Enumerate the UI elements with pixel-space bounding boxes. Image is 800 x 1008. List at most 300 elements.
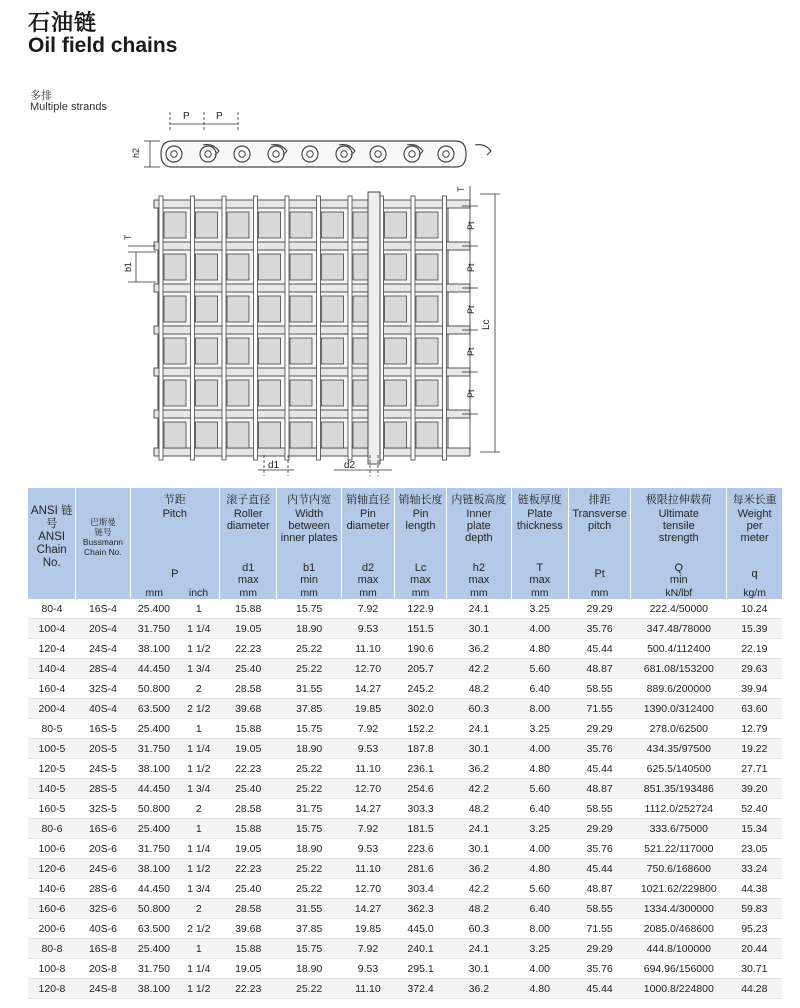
cell-inner-plate-depth: 48.2	[447, 679, 512, 699]
cell-inner-width: 15.75	[277, 819, 342, 839]
cell-roller-diameter: 19.05	[220, 959, 277, 979]
sym-pt: Pt	[568, 562, 630, 586]
header-pinlen-en2: length	[405, 520, 436, 532]
cell-inner-width: 15.75	[277, 719, 342, 739]
header-ansi-en2: Chain No.	[36, 543, 67, 569]
cell-pin-length: 190.6	[395, 639, 447, 659]
cell-inner-width: 31.55	[277, 679, 342, 699]
cell-pin-length: 445.0	[395, 919, 447, 939]
table-row	[28, 599, 782, 619]
cell-pin-diameter: 19.85	[341, 699, 394, 719]
roller-block	[196, 254, 218, 280]
cell-transverse-pitch: 48.87	[568, 879, 630, 899]
roller-block	[164, 338, 186, 364]
cell-tensile-strength: 851.35/193486	[631, 779, 727, 799]
cell-roller-diameter: 15.88	[220, 599, 277, 619]
cell-bussmann-chain: 16S-5	[76, 719, 130, 739]
pin-rod	[443, 196, 447, 460]
cell-transverse-pitch: 35.76	[568, 959, 630, 979]
cell-transverse-pitch: 35.76	[568, 619, 630, 639]
cell-tensile-strength: 694.96/156000	[631, 959, 727, 979]
cell-pitch-mm: 63.500	[130, 699, 178, 719]
cell-inner-width: 37.85	[277, 699, 342, 719]
cell-pitch-mm: 50.800	[130, 899, 178, 919]
cell-weight-per-meter: 44.38	[727, 879, 782, 899]
unit-cell: kg/m	[727, 586, 782, 599]
roller-block	[227, 380, 249, 406]
pin-circle	[273, 151, 279, 157]
cell-plate-thickness: 4.00	[511, 619, 568, 639]
cell-pitch-inch: 1 1/2	[178, 859, 220, 879]
header-weight-cn: 每米长重	[732, 494, 777, 506]
cell-ansi-chain: 80-5	[28, 719, 76, 739]
roller-block	[416, 422, 438, 448]
roller-block	[290, 422, 312, 448]
roller-block	[164, 380, 186, 406]
cell-inner-plate-depth: 30.1	[447, 959, 512, 979]
cell-ansi-chain: 200-4	[28, 699, 76, 719]
cell-ansi-chain: 120-5	[28, 759, 76, 779]
cell-pitch-mm: 38.100	[130, 859, 178, 879]
cell-bussmann-chain: 20S-4	[76, 619, 130, 639]
cell-plate-thickness: 8.00	[511, 919, 568, 939]
unit-cell: mm	[395, 586, 447, 599]
roller-block	[290, 212, 312, 238]
cell-weight-per-meter: 39.94	[727, 679, 782, 699]
cell-pitch-mm: 38.100	[130, 639, 178, 659]
cell-pin-length: 205.7	[395, 659, 447, 679]
roller-block	[227, 296, 249, 322]
table-row	[28, 619, 782, 639]
pin-circle	[375, 151, 381, 157]
roller-block	[416, 212, 438, 238]
cell-tensile-strength: 444.8/100000	[631, 939, 727, 959]
cell-tensile-strength: 681.08/153200	[631, 659, 727, 679]
cell-tensile-strength: 278.0/62500	[631, 719, 727, 739]
cell-transverse-pitch: 48.87	[568, 659, 630, 679]
cell-inner-plate-depth: 24.1	[447, 819, 512, 839]
cell-plate-thickness: 6.40	[511, 799, 568, 819]
cell-inner-width: 25.22	[277, 639, 342, 659]
cell-plate-thickness: 5.60	[511, 659, 568, 679]
cell-weight-per-meter: 22.19	[727, 639, 782, 659]
roller-block	[164, 296, 186, 322]
header-roller-en1: Roller	[233, 508, 263, 520]
h2-label: h2	[131, 147, 141, 158]
t-label-right: T	[456, 186, 466, 192]
cell-pitch-mm: 31.750	[130, 839, 178, 859]
cell-pin-length: 122.9	[395, 599, 447, 619]
roller-block	[196, 380, 218, 406]
cell-inner-width: 31.75	[277, 799, 342, 819]
header-roller-en2: diameter	[226, 520, 270, 532]
roller-block	[385, 338, 407, 364]
cell-ansi-chain: 80-8	[28, 939, 76, 959]
cell-plate-thickness: 3.25	[511, 819, 568, 839]
cell-bussmann-chain: 20S-8	[76, 959, 130, 979]
cell-tensile-strength: 1000.8/224800	[631, 979, 727, 999]
cell-pin-diameter: 7.92	[341, 939, 394, 959]
p-label: P	[183, 111, 190, 122]
roller-block	[322, 380, 344, 406]
cell-ansi-chain: 140-4	[28, 659, 76, 679]
cell-pin-length: 295.1	[395, 959, 447, 979]
cell-pitch-inch: 2	[178, 799, 220, 819]
table-row	[28, 919, 782, 939]
cell-inner-plate-depth: 42.2	[447, 779, 512, 799]
cell-transverse-pitch: 58.55	[568, 899, 630, 919]
cell-tensile-strength: 625.5/140500	[631, 759, 727, 779]
cell-inner-plate-depth: 42.2	[447, 879, 512, 899]
cell-pin-diameter: 7.92	[341, 719, 394, 739]
cell-pin-diameter: 7.92	[341, 819, 394, 839]
table-row	[28, 979, 782, 999]
sym-d2-sub: max	[357, 574, 379, 586]
unit-cell: mm	[341, 586, 394, 599]
cell-ansi-chain: 100-4	[28, 619, 76, 639]
roller-block	[322, 254, 344, 280]
cell-pin-diameter: 19.85	[341, 919, 394, 939]
cell-inner-width: 18.90	[277, 739, 342, 759]
cell-weight-per-meter: 29.63	[727, 659, 782, 679]
roller-block	[416, 380, 438, 406]
header-bussmann	[76, 488, 130, 586]
cell-inner-plate-depth: 36.2	[447, 759, 512, 779]
roller-block	[196, 296, 218, 322]
sym-b1-text: b1	[303, 562, 316, 574]
roller-block	[290, 254, 312, 280]
table-row	[28, 679, 782, 699]
cell-transverse-pitch: 29.29	[568, 719, 630, 739]
header-tens-cn: 极限拉伸载荷	[645, 494, 712, 506]
sym-h2-sub: max	[468, 574, 490, 586]
header-width-en3: inner plates	[280, 532, 338, 544]
sym-q	[631, 562, 727, 586]
cell-pitch-inch: 1 1/4	[178, 839, 220, 859]
roller-block	[290, 380, 312, 406]
cell-pin-length: 281.6	[395, 859, 447, 879]
sym-lc-sub: max	[410, 574, 431, 586]
header-weight-en2: per	[746, 520, 763, 532]
cell-tensile-strength: 333.6/75000	[631, 819, 727, 839]
table-row	[28, 939, 782, 959]
table-row	[28, 659, 782, 679]
lc-label: Lc	[481, 319, 492, 330]
unit-cell: mm	[447, 586, 512, 599]
cell-pin-diameter: 12.70	[341, 879, 394, 899]
table-row	[28, 739, 782, 759]
pin-circle	[341, 151, 347, 157]
cell-pin-diameter: 14.27	[341, 679, 394, 699]
sym-p: P	[130, 562, 220, 586]
cell-bussmann-chain: 28S-4	[76, 659, 130, 679]
cell-roller-diameter: 19.05	[220, 619, 277, 639]
b1-label: b1	[123, 261, 133, 272]
cell-pitch-inch: 1 1/2	[178, 759, 220, 779]
roller-block	[259, 296, 281, 322]
cell-ansi-chain: 140-6	[28, 879, 76, 899]
sym-t	[511, 562, 568, 586]
table-row	[28, 879, 782, 899]
cell-inner-plate-depth: 24.1	[447, 719, 512, 739]
link-plate-band	[154, 448, 470, 456]
link-plate-band	[154, 326, 470, 334]
cell-roller-diameter: 15.88	[220, 939, 277, 959]
table-row	[28, 839, 782, 859]
cell-inner-plate-depth: 30.1	[447, 739, 512, 759]
cell-plate-thickness: 4.00	[511, 959, 568, 979]
cell-tensile-strength: 2085.0/468600	[631, 919, 727, 939]
t-label-left: T	[123, 234, 133, 240]
header-buss-en1: Bussmann	[82, 537, 124, 547]
cell-plate-thickness: 4.80	[511, 759, 568, 779]
table-row	[28, 859, 782, 879]
cell-tensile-strength: 521.22/117000	[631, 839, 727, 859]
cell-ansi-chain: 160-6	[28, 899, 76, 919]
sym-d1-sub: max	[237, 574, 259, 586]
cell-ansi-chain: 140-5	[28, 779, 76, 799]
unit-cell: mm	[130, 586, 178, 599]
cell-pin-length: 254.6	[395, 779, 447, 799]
header-trans-cn: 排距	[588, 494, 611, 506]
chain-technical-drawing	[0, 0, 800, 485]
cell-pin-diameter: 14.27	[341, 899, 394, 919]
cell-ansi-chain: 100-5	[28, 739, 76, 759]
pin-circle	[409, 151, 415, 157]
cell-ansi-chain: 80-4	[28, 599, 76, 619]
strand-label-cn: 多排	[30, 90, 52, 102]
cell-pin-diameter: 14.27	[341, 799, 394, 819]
page-title-cn: 石油链	[28, 10, 98, 35]
cell-pitch-mm: 31.750	[130, 619, 178, 639]
cell-roller-diameter: 25.40	[220, 659, 277, 679]
cell-inner-width: 25.22	[277, 979, 342, 999]
cell-roller-diameter: 25.40	[220, 879, 277, 899]
cell-plate-thickness: 6.40	[511, 899, 568, 919]
cell-roller-diameter: 39.68	[220, 699, 277, 719]
cell-pin-length: 187.8	[395, 739, 447, 759]
extended-pin	[368, 192, 380, 464]
sym-lc-text: Lc	[414, 562, 427, 574]
cell-weight-per-meter: 59.83	[727, 899, 782, 919]
cell-pitch-mm: 44.450	[130, 879, 178, 899]
cell-pitch-inch: 1 3/4	[178, 779, 220, 799]
cell-plate-thickness: 3.25	[511, 719, 568, 739]
cell-pitch-mm: 25.400	[130, 599, 178, 619]
cell-pin-diameter: 11.10	[341, 639, 394, 659]
cell-inner-width: 18.90	[277, 839, 342, 859]
sym-b1	[277, 562, 342, 586]
table-row	[28, 699, 782, 719]
header-pin-diameter	[341, 488, 394, 562]
cell-tensile-strength: 1334.4/300000	[631, 899, 727, 919]
cell-transverse-pitch: 58.55	[568, 799, 630, 819]
cell-pin-length: 223.6	[395, 839, 447, 859]
cell-transverse-pitch: 71.55	[568, 699, 630, 719]
sym-q-sub: min	[669, 574, 688, 586]
cell-pin-length: 151.5	[395, 619, 447, 639]
sym-h2-text: h2	[472, 562, 485, 574]
sym-weight: q	[727, 562, 782, 586]
cell-inner-width: 25.22	[277, 859, 342, 879]
roller-block	[196, 338, 218, 364]
cell-pitch-inch: 1 1/2	[178, 639, 220, 659]
header-pinlen-en1: Pin	[412, 508, 429, 520]
cell-inner-plate-depth: 48.2	[447, 799, 512, 819]
pt-label: Pt	[466, 305, 476, 314]
sym-q-text: Q	[674, 562, 684, 574]
pin-rod	[317, 196, 321, 460]
roller-block	[227, 338, 249, 364]
roller-block	[164, 212, 186, 238]
header-weight	[727, 488, 782, 562]
header-pitch-en: Pitch	[162, 508, 188, 520]
cell-pitch-inch: 1 1/4	[178, 959, 220, 979]
cell-pitch-inch: 1 1/4	[178, 619, 220, 639]
pin-circle	[443, 151, 449, 157]
header-ansi-cn: ANSI 链号	[30, 504, 73, 530]
header-inner-cn: 内链板高度	[451, 494, 507, 506]
header-buss-cn1: 巴斯曼	[90, 517, 116, 527]
cell-weight-per-meter: 44.28	[727, 979, 782, 999]
cell-pitch-inch: 2 1/2	[178, 699, 220, 719]
cell-pitch-mm: 50.800	[130, 679, 178, 699]
pt-label: Pt	[466, 347, 476, 356]
d1-label: d1	[268, 460, 280, 471]
cell-weight-per-meter: 20.44	[727, 939, 782, 959]
cell-weight-per-meter: 30.71	[727, 959, 782, 979]
header-trans-en2: pitch	[588, 520, 612, 532]
table-row	[28, 639, 782, 659]
header-width	[277, 488, 342, 562]
header-plate-cn: 链板厚度	[517, 494, 562, 506]
roller-block	[290, 338, 312, 364]
header-ansi-en1: ANSI	[38, 530, 66, 543]
cell-inner-width: 25.22	[277, 659, 342, 679]
header-buss-cn2: 链号	[94, 527, 112, 537]
cell-inner-plate-depth: 24.1	[447, 939, 512, 959]
cell-pitch-inch: 2	[178, 679, 220, 699]
sym-d2	[341, 562, 394, 586]
cell-transverse-pitch: 58.55	[568, 679, 630, 699]
cell-pin-diameter: 12.70	[341, 659, 394, 679]
link-plate-band	[154, 410, 470, 418]
pin-circle	[239, 151, 245, 157]
roller-block	[259, 380, 281, 406]
table-row	[28, 899, 782, 919]
cell-roller-diameter: 15.88	[220, 819, 277, 839]
clip-detail	[475, 145, 491, 155]
cell-weight-per-meter: 15.34	[727, 819, 782, 839]
header-tens-en1: Ultimate	[658, 508, 699, 520]
cell-weight-per-meter: 27.71	[727, 759, 782, 779]
cell-plate-thickness: 4.00	[511, 739, 568, 759]
pt-label: Pt	[466, 263, 476, 272]
link-plate-band	[154, 200, 470, 208]
cell-plate-thickness: 4.00	[511, 839, 568, 859]
cell-pitch-inch: 1	[178, 939, 220, 959]
sym-d1	[220, 562, 277, 586]
cell-pitch-mm: 38.100	[130, 759, 178, 779]
cell-roller-diameter: 19.05	[220, 739, 277, 759]
roller-block	[259, 254, 281, 280]
cell-bussmann-chain: 40S-6	[76, 919, 130, 939]
pin-rod	[191, 196, 195, 460]
cell-ansi-chain: 160-5	[28, 799, 76, 819]
roller-block	[385, 296, 407, 322]
link-plate-band	[154, 284, 470, 292]
cell-ansi-chain: 160-4	[28, 679, 76, 699]
cell-roller-diameter: 28.58	[220, 899, 277, 919]
pin-circle	[171, 151, 177, 157]
pin-rod	[222, 196, 226, 460]
cell-roller-diameter: 22.23	[220, 759, 277, 779]
d2-label: d2	[344, 460, 356, 471]
pin-rod	[348, 196, 352, 460]
roller-block	[227, 422, 249, 448]
header-pinlen-cn: 销轴长度	[398, 494, 443, 506]
header-trans-en1: Transverse	[572, 508, 627, 520]
cell-transverse-pitch: 29.29	[568, 819, 630, 839]
roller-block	[322, 296, 344, 322]
cell-pin-diameter: 9.53	[341, 739, 394, 759]
header-plate-thickness	[511, 488, 568, 562]
cell-plate-thickness: 4.80	[511, 859, 568, 879]
cell-weight-per-meter: 39.20	[727, 779, 782, 799]
cell-pitch-mm: 25.400	[130, 939, 178, 959]
cell-transverse-pitch: 29.29	[568, 599, 630, 619]
sym-t-text: T	[536, 562, 544, 574]
cell-weight-per-meter: 52.40	[727, 799, 782, 819]
cell-weight-per-meter: 33.24	[727, 859, 782, 879]
pt-label: Pt	[466, 221, 476, 230]
cell-inner-plate-depth: 36.2	[447, 979, 512, 999]
cell-tensile-strength: 1112.0/252724	[631, 799, 727, 819]
cell-roller-diameter: 22.23	[220, 859, 277, 879]
cell-pin-diameter: 12.70	[341, 779, 394, 799]
roller-block	[259, 212, 281, 238]
cell-roller-diameter: 25.40	[220, 779, 277, 799]
cell-pin-diameter: 7.92	[341, 599, 394, 619]
header-pin-en2: diameter	[346, 520, 390, 532]
cell-pitch-inch: 1	[178, 819, 220, 839]
cell-inner-plate-depth: 60.3	[447, 699, 512, 719]
unit-blank-2	[76, 586, 130, 599]
cell-inner-plate-depth: 24.1	[447, 599, 512, 619]
cell-roller-diameter: 19.05	[220, 839, 277, 859]
table-row	[28, 959, 782, 979]
header-pin-en1: Pin	[360, 508, 376, 520]
cell-inner-width: 18.90	[277, 619, 342, 639]
header-inner-en1: Inner	[466, 508, 492, 520]
roller-block	[164, 422, 186, 448]
roller-block	[196, 422, 218, 448]
cell-pitch-mm: 63.500	[130, 919, 178, 939]
header-pitch-cn: 节距	[163, 494, 186, 506]
cell-bussmann-chain: 40S-4	[76, 699, 130, 719]
header-pitch	[130, 488, 220, 562]
cell-plate-thickness: 4.80	[511, 979, 568, 999]
cell-ansi-chain: 120-6	[28, 859, 76, 879]
cell-inner-width: 15.75	[277, 599, 342, 619]
cell-ansi-chain: 100-8	[28, 959, 76, 979]
link-plate-band	[154, 368, 470, 376]
cell-inner-width: 37.85	[277, 919, 342, 939]
cell-pitch-mm: 44.450	[130, 779, 178, 799]
cell-inner-plate-depth: 48.2	[447, 899, 512, 919]
cell-weight-per-meter: 15.39	[727, 619, 782, 639]
cell-pitch-mm: 38.100	[130, 979, 178, 999]
